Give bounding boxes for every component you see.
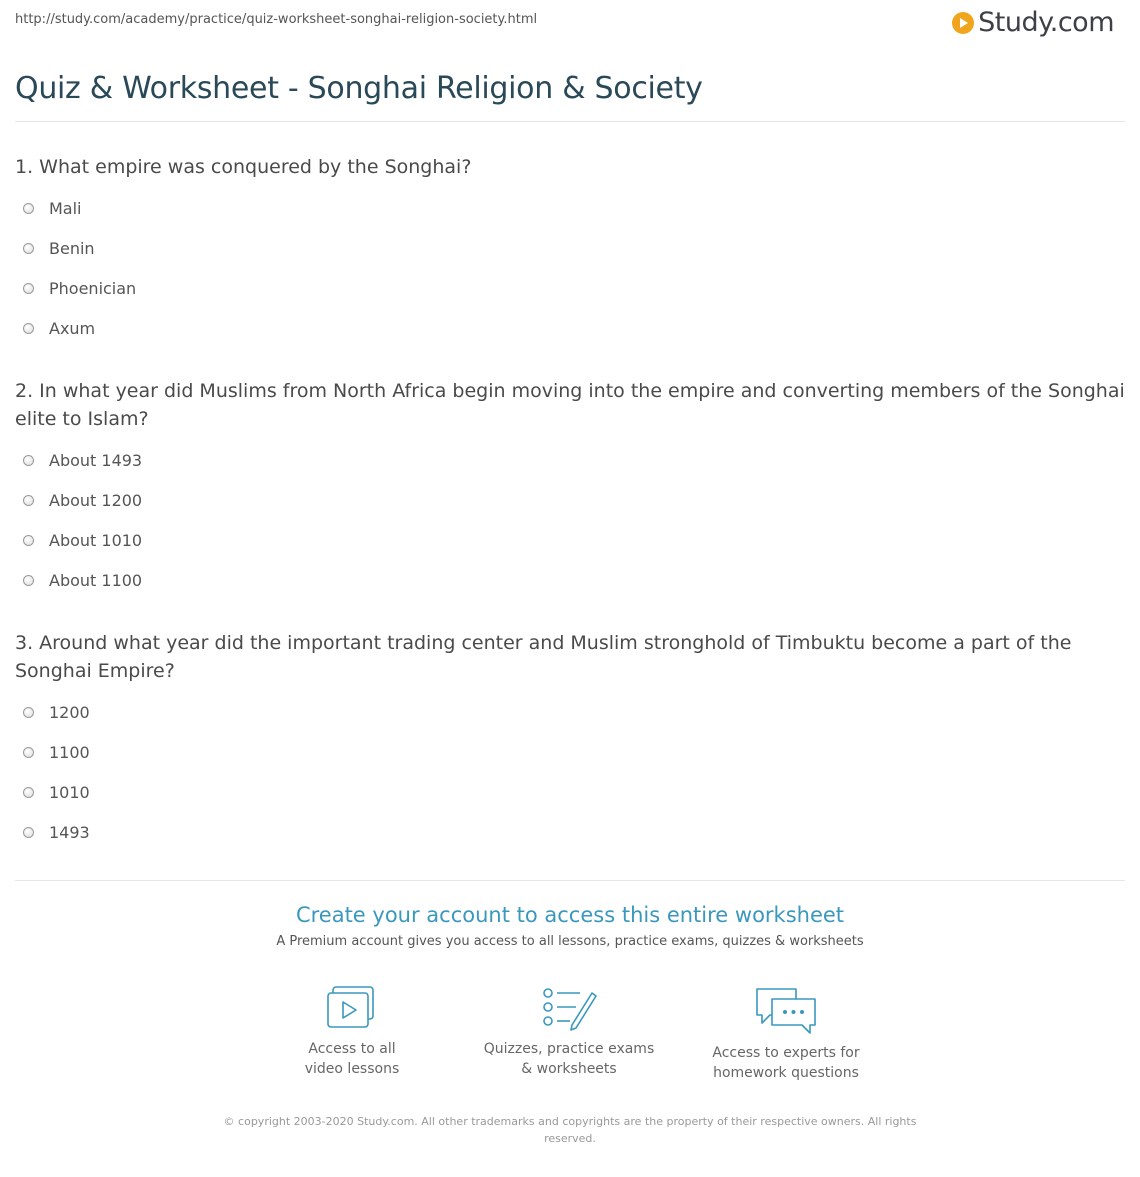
question-text: 3. Around what year did the important trading center and Muslim stronghold of Timbuktu become a part of the Songhai Empire? bbox=[15, 632, 1072, 682]
feature-label bbox=[469, 1039, 669, 1079]
answer-option[interactable] bbox=[15, 520, 1125, 560]
video-lessons-icon bbox=[325, 985, 379, 1031]
answer-label: About 1100 bbox=[49, 570, 143, 590]
answer-label: Mali bbox=[49, 198, 82, 218]
page-title: Quiz & Worksheet - Songhai Religion & Society bbox=[15, 71, 703, 106]
answer-option[interactable] bbox=[15, 560, 1125, 600]
feature-label-line: Quizzes, practice exams bbox=[483, 1041, 655, 1057]
answer-label: 1100 bbox=[49, 742, 90, 762]
feature-experts bbox=[686, 985, 886, 1083]
radio-button-icon[interactable] bbox=[23, 323, 34, 334]
answer-label: Axum bbox=[49, 318, 96, 338]
answer-option[interactable] bbox=[15, 480, 1125, 520]
top-bar bbox=[0, 0, 1140, 50]
question-text: 1. What empire was conquered by the Songhai? bbox=[15, 156, 472, 178]
answer-label: Phoenician bbox=[49, 278, 137, 298]
radio-button-icon[interactable] bbox=[23, 455, 34, 466]
answer-options bbox=[15, 692, 1125, 852]
answer-option[interactable] bbox=[15, 732, 1125, 772]
radio-button-icon[interactable] bbox=[23, 787, 34, 798]
divider-bottom bbox=[15, 880, 1125, 881]
study-logo[interactable] bbox=[952, 7, 1114, 38]
answer-label: 1010 bbox=[49, 782, 90, 802]
answer-label: Benin bbox=[49, 238, 95, 258]
answer-option[interactable] bbox=[15, 772, 1125, 812]
question-1 bbox=[15, 153, 1125, 348]
feature-label-line: Access to experts for bbox=[712, 1045, 860, 1061]
question-text: 2. In what year did Muslims from North Africa begin moving into the empire and converting members of the Songhai elite to Islam? bbox=[15, 380, 1125, 430]
answer-option[interactable] bbox=[15, 188, 1125, 228]
feature-label bbox=[252, 1039, 452, 1079]
answer-label: 1493 bbox=[49, 822, 90, 842]
logo-text: Study.com bbox=[978, 7, 1114, 38]
answer-option[interactable] bbox=[15, 308, 1125, 348]
radio-button-icon[interactable] bbox=[23, 243, 34, 254]
promo-subtitle: A Premium account gives you access to all lessons, practice exams, quizzes & worksheets bbox=[276, 934, 864, 949]
chat-bubbles-icon bbox=[754, 985, 818, 1035]
answer-options bbox=[15, 188, 1125, 348]
feature-label-line: homework questions bbox=[713, 1065, 859, 1081]
divider-top bbox=[15, 121, 1125, 122]
radio-button-icon[interactable] bbox=[23, 747, 34, 758]
radio-button-icon[interactable] bbox=[23, 535, 34, 546]
answer-option[interactable] bbox=[15, 268, 1125, 308]
play-circle-icon bbox=[952, 12, 974, 34]
answer-label: 1200 bbox=[49, 702, 90, 722]
radio-button-icon[interactable] bbox=[23, 707, 34, 718]
radio-button-icon[interactable] bbox=[23, 283, 34, 294]
create-account-link[interactable]: Create your account to access this entire worksheet bbox=[295, 903, 845, 927]
feature-quizzes bbox=[469, 985, 669, 1079]
answer-option[interactable] bbox=[15, 812, 1125, 852]
radio-button-icon[interactable] bbox=[23, 575, 34, 586]
radio-button-icon[interactable] bbox=[23, 203, 34, 214]
answer-label: About 1010 bbox=[49, 530, 143, 550]
answer-label: About 1200 bbox=[49, 490, 143, 510]
question-2 bbox=[15, 377, 1125, 600]
question-3 bbox=[15, 629, 1125, 852]
answer-options bbox=[15, 440, 1125, 600]
feature-label bbox=[686, 1043, 886, 1083]
feature-label-line: & worksheets bbox=[521, 1061, 617, 1077]
copyright-footer: © copyright 2003-2020 Study.com. All other trademarks and copyrights are the property of their respective owners. All rights reserved. bbox=[223, 1115, 917, 1145]
radio-button-icon[interactable] bbox=[23, 827, 34, 838]
answer-label: About 1493 bbox=[49, 450, 143, 470]
feature-video-lessons bbox=[252, 985, 452, 1079]
radio-button-icon[interactable] bbox=[23, 495, 34, 506]
feature-label-line: video lessons bbox=[304, 1061, 400, 1077]
page-url[interactable]: http://study.com/academy/practice/quiz-worksheet-songhai-religion-society.html bbox=[15, 12, 538, 27]
answer-option[interactable] bbox=[15, 440, 1125, 480]
answer-option[interactable] bbox=[15, 692, 1125, 732]
answer-option[interactable] bbox=[15, 228, 1125, 268]
feature-label-line: Access to all bbox=[308, 1041, 396, 1057]
quiz-checklist-icon bbox=[540, 985, 598, 1031]
